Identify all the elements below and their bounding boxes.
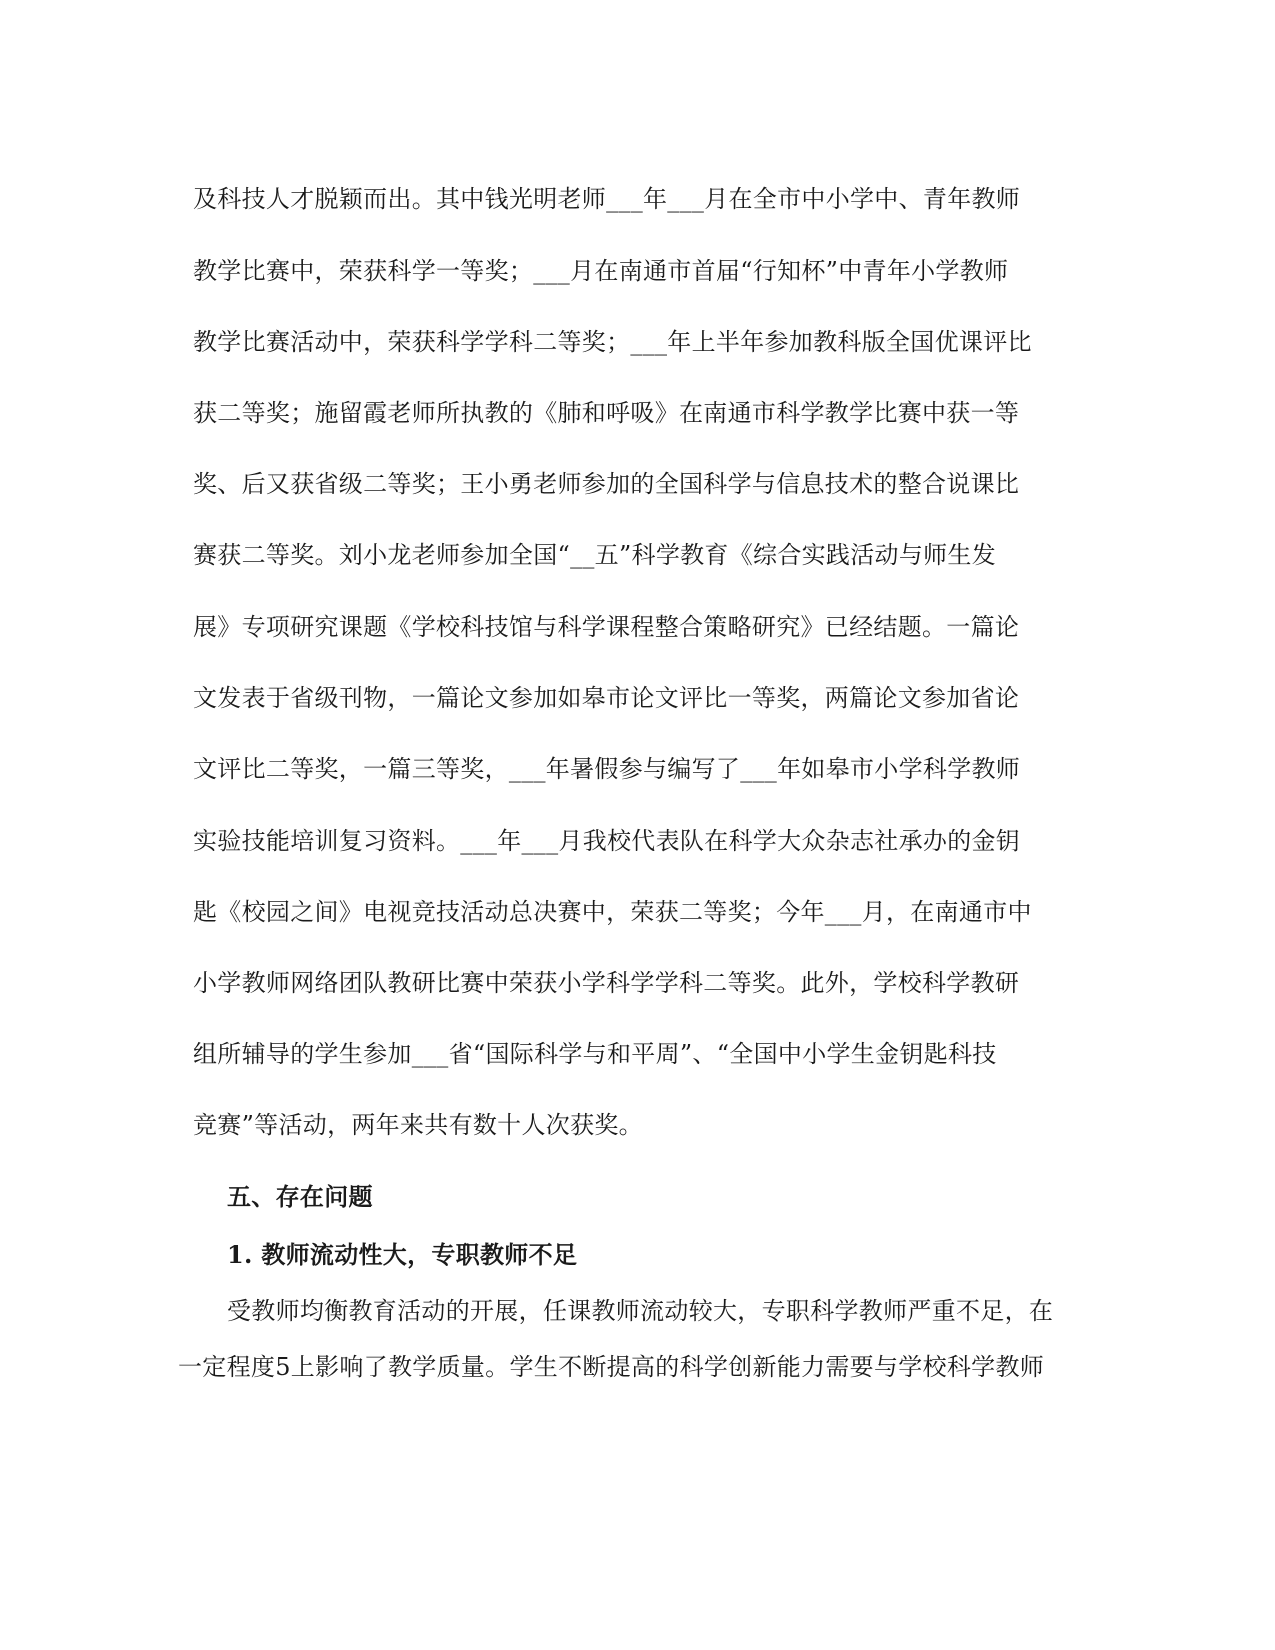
paragraph-1-line-11: 匙《校园之间》电视竞技活动总决赛中，荣获二等奖；今年___月，在南通市中: [193, 898, 1032, 926]
paragraph-1-line-14: 竞赛”等活动，两年来共有数十人次获奖。: [193, 1111, 643, 1139]
paragraph-1-line-9: 文评比二等奖，一篇三等奖，___年暑假参与编写了___年如皋市小学科学教师: [193, 755, 1021, 783]
paragraph-1-line-12: 小学教师网络团队教研比赛中荣获小学科学学科二等奖。此外，学校科学教研: [193, 969, 1020, 997]
paragraph-1-line-3: 教学比赛活动中，荣获科学学科二等奖；___年上半年参加教科版全国优课评比: [193, 328, 1032, 356]
paragraph-1-line-5: 奖、后又获省级二等奖；王小勇老师参加的全国科学与信息技术的整合说课比: [193, 470, 1020, 498]
paragraph-2-line-2: 一定程度5上影响了教学质量。学生不断提高的科学创新能力需要与学校科学教师: [178, 1353, 1045, 1381]
paragraph-2-line-1: 受教师均衡教育活动的开展，任课教师流动较大，专职科学教师严重不足，在: [227, 1297, 1054, 1325]
paragraph-1-line-13: 组所辅导的学生参加___省“国际科学与和平周”、“全国中小学生金钥匙科技: [193, 1040, 997, 1068]
paragraph-1-line-4: 获二等奖；施留霞老师所执教的《肺和呼吸》在南通市科学教学比赛中获一等: [193, 399, 1020, 427]
paragraph-1-line-7: 展》专项研究课题《学校科技馆与科学课程整合策略研究》已经结题。一篇论: [193, 613, 1020, 641]
paragraph-1-line-1: 及科技人才脱颖而出。其中钱光明老师___年___月在全市中小学中、青年教师: [193, 185, 1021, 213]
section-heading: 五、存在问题: [227, 1182, 373, 1211]
paragraph-1-line-2: 教学比赛中，荣获科学一等奖；___月在南通市首届“行知杯”中青年小学教师: [193, 257, 1009, 285]
subheading: 1. 教师流动性大，专职教师不足: [227, 1240, 578, 1269]
paragraph-1-line-10: 实验技能培训复习资料。___年___月我校代表队在科学大众杂志社承办的金钥: [193, 827, 1021, 855]
paragraph-1-line-6: 赛获二等奖。刘小龙老师参加全国“__五”科学教育《综合实践活动与师生发: [193, 541, 997, 569]
paragraph-1-line-8: 文发表于省级刊物，一篇论文参加如皋市论文评比一等奖，两篇论文参加省论: [193, 684, 1020, 712]
